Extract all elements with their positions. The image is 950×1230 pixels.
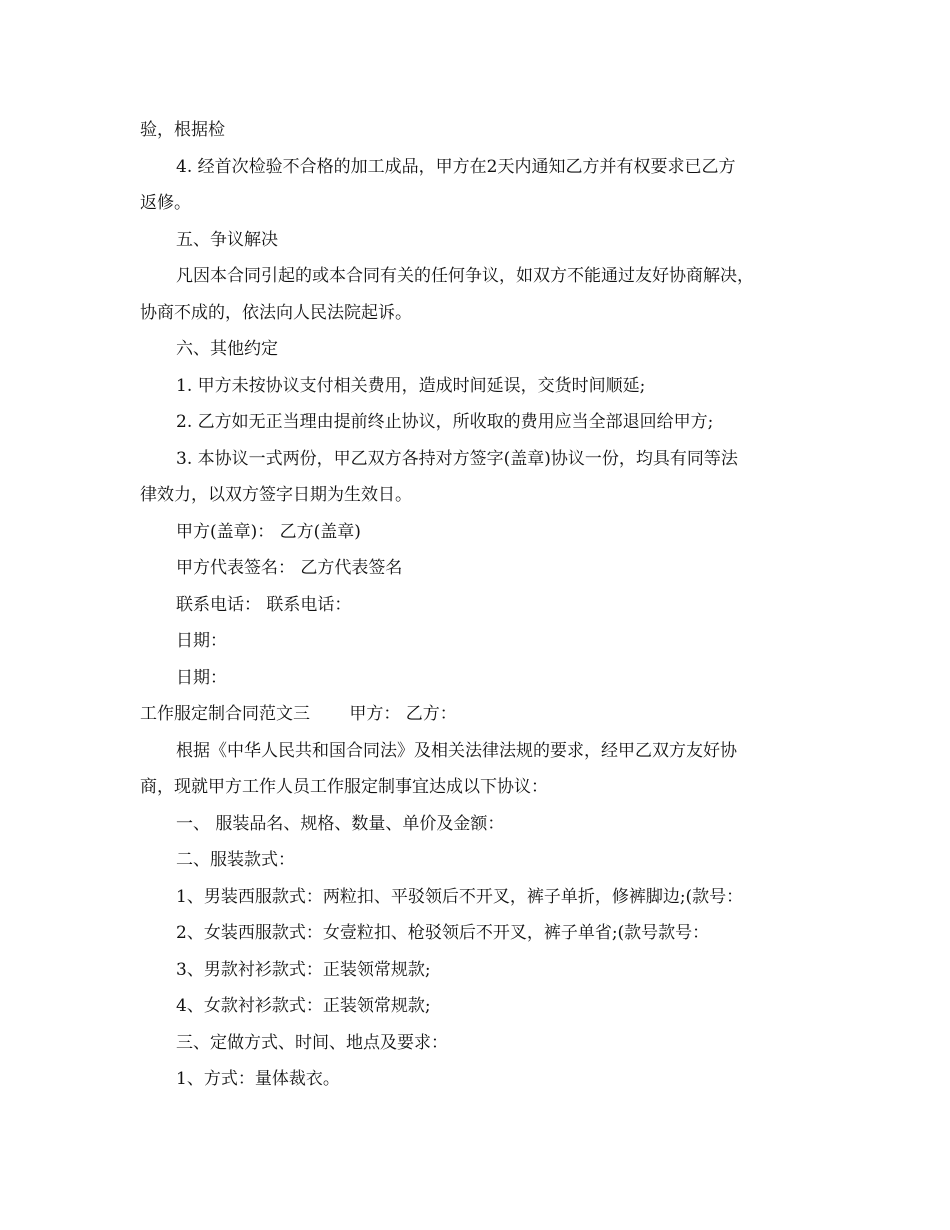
section-heading: 二、服装款式： [176, 850, 295, 870]
signature-line: 甲方(盖章)： 乙方(盖章) [176, 522, 361, 542]
date-line: 日期： [176, 631, 227, 651]
text-line: 1、方式：量体裁衣。 [176, 1069, 340, 1089]
date-line: 日期： [176, 668, 227, 688]
text-line: 凡因本合同引起的或本合同有关的任何争议，如双方不能通过友好协商解决， [176, 266, 754, 286]
text-line: 商，现就甲方工作人员工作服定制事宜达成以下协议： [140, 777, 548, 797]
section-heading: 六、其他约定 [176, 339, 278, 359]
text-line: 3. 本协议一式两份，甲乙双方各持对方签字(盖章)协议一份，均具有同等法 [176, 449, 738, 469]
contact-line: 联系电话： 联系电话： [176, 595, 352, 615]
document-title: 工作服定制合同范文三 甲方： 乙方： [140, 704, 457, 724]
text-line: 返修。 [140, 193, 191, 213]
text-line: 2. 乙方如无正当理由提前终止协议，所收取的费用应当全部退回给甲方; [176, 412, 714, 432]
text-line: 律效力，以双方签字日期为生效日。 [140, 485, 412, 505]
text-line: 验，根据检 [140, 120, 225, 140]
text-line: 1、男装西服款式：两粒扣、平驳领后不开叉，裤子单折，修裤脚边;(款号： [176, 887, 744, 907]
section-heading: 五、争议解决 [176, 230, 278, 250]
text-line: 3、男款衬衫款式：正装领常规款; [176, 960, 431, 980]
text-line: 根据《中华人民共和国合同法》及相关法律法规的要求，经甲乙双方友好协 [176, 741, 737, 761]
text-line: 协商不成的，依法向人民法院起诉。 [140, 303, 412, 323]
text-line: 4、女款衬衫款式：正装领常规款; [176, 996, 431, 1016]
text-line: 1. 甲方未按协议支付相关费用，造成时间延误，交货时间顺延; [176, 376, 646, 396]
text-line: 2、女装西服款式：女壹粒扣、枪驳领后不开叉，裤子单省;(款号款号： [176, 923, 710, 943]
text-line: 4. 经首次检验不合格的加工成品，甲方在2天内通知乙方并有权要求已乙方 [176, 157, 736, 177]
section-heading: 一、 服装品名、规格、数量、单价及金额： [176, 814, 505, 834]
signature-line: 甲方代表签名： 乙方代表签名 [176, 558, 403, 578]
section-heading: 三、定做方式、时间、地点及要求： [176, 1033, 448, 1053]
